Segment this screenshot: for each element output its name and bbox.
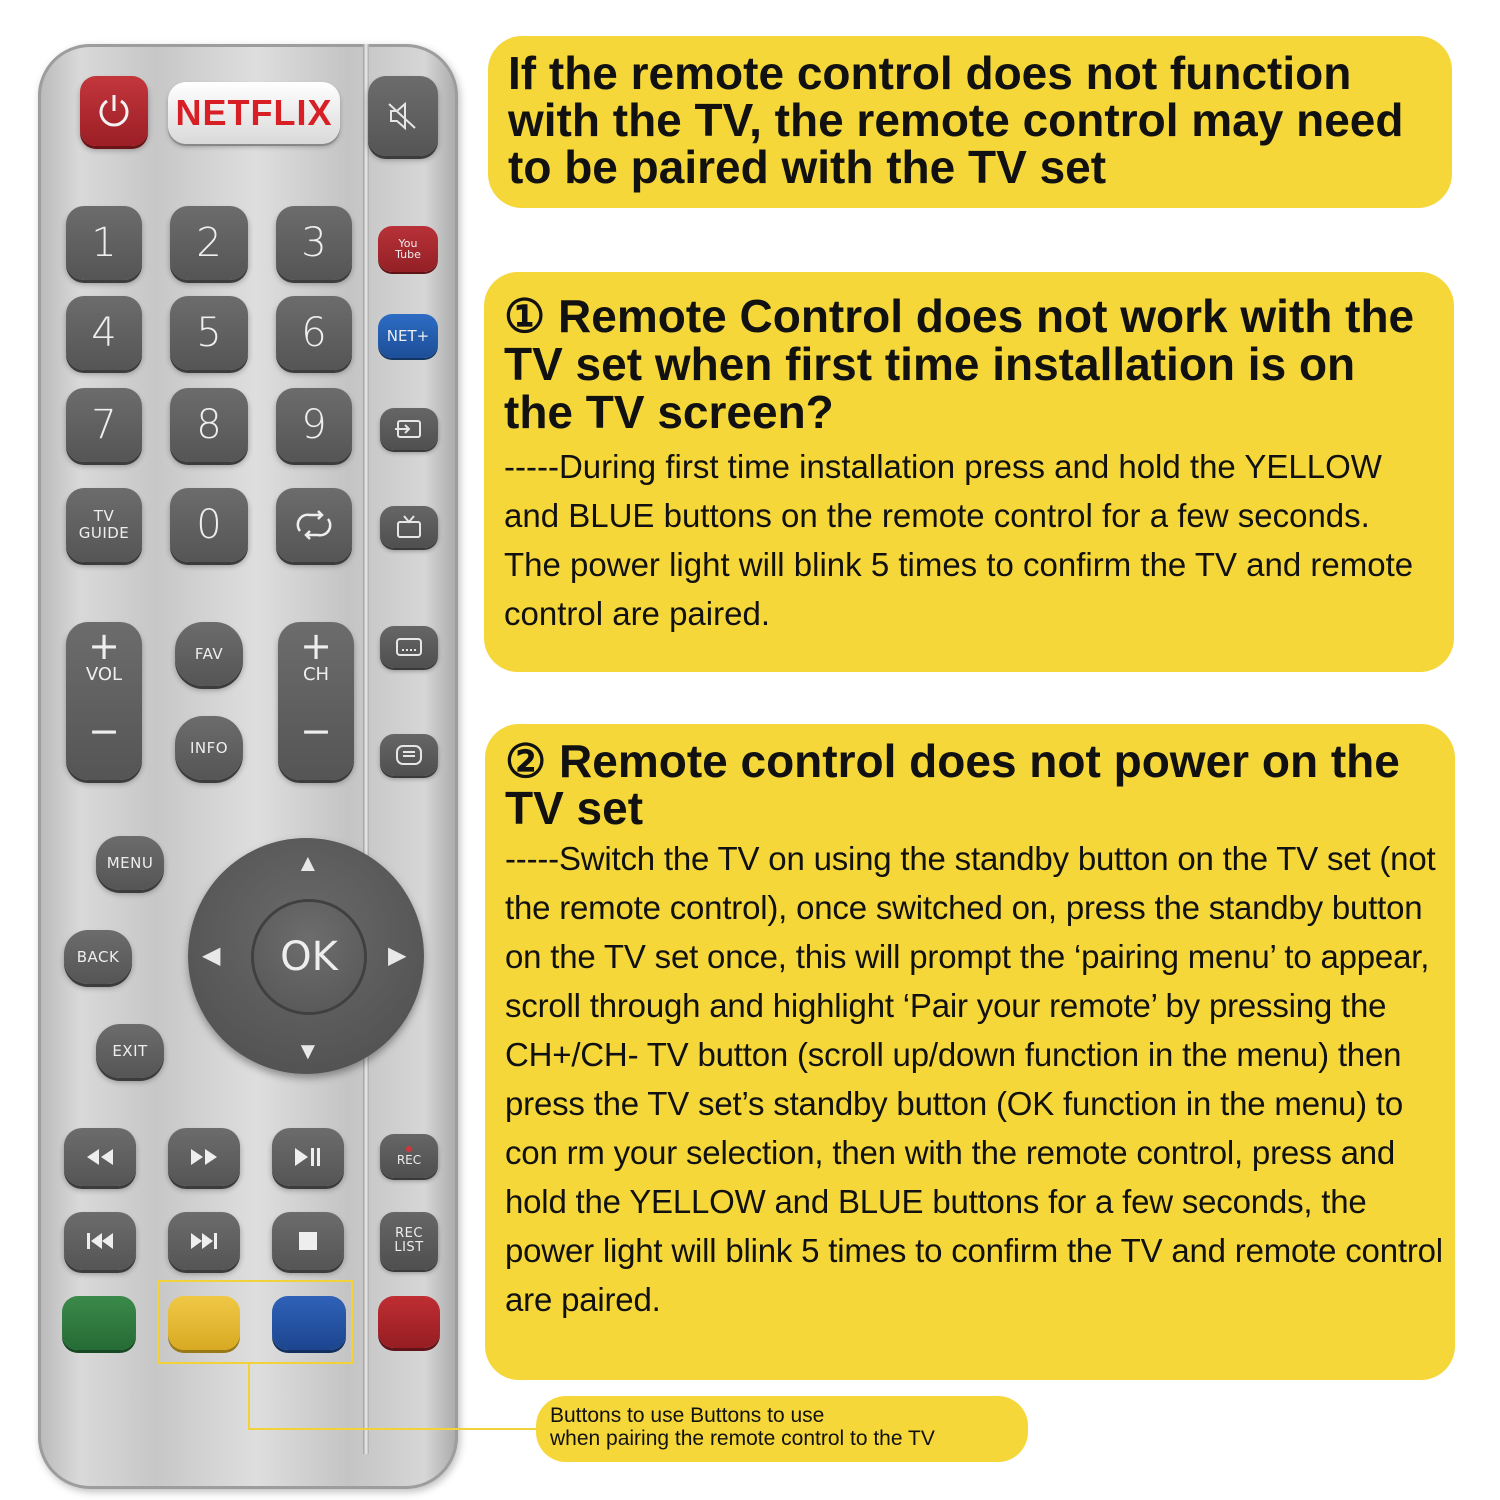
- channel-down-label: −: [300, 709, 332, 753]
- fast-forward-icon: [188, 1147, 220, 1167]
- record-label: REC: [396, 1153, 422, 1167]
- issue-2-heading: ② Remote control does not power on the TV set: [505, 735, 1400, 834]
- subtitle-button[interactable]: [380, 626, 438, 668]
- skip-back-icon: [84, 1231, 116, 1251]
- input-source-icon: [394, 418, 424, 440]
- next-button[interactable]: [168, 1212, 240, 1270]
- play-pause-button[interactable]: [272, 1128, 344, 1186]
- youtube-label-bottom: Tube: [395, 248, 421, 261]
- volume-up-label: +: [88, 624, 120, 668]
- skip-forward-icon: [188, 1231, 220, 1251]
- info-button[interactable]: INFO: [175, 716, 243, 780]
- mute-button[interactable]: [368, 76, 438, 156]
- callout-line-1: Buttons to use Buttons to use: [550, 1404, 825, 1427]
- record-button[interactable]: [380, 1134, 438, 1178]
- stop-icon: [297, 1230, 319, 1252]
- exit-button[interactable]: EXIT: [96, 1024, 164, 1078]
- net-plus-button[interactable]: NET+: [378, 314, 438, 358]
- callout-connector-horizontal: [248, 1428, 538, 1430]
- down-arrow-icon[interactable]: ▼: [296, 1038, 320, 1065]
- teletext-icon: [394, 743, 424, 767]
- green-button[interactable]: [62, 1296, 136, 1350]
- fav-button[interactable]: FAV: [175, 622, 243, 686]
- record-dot-icon: [406, 1146, 412, 1152]
- tv-guide-label-bottom: GUIDE: [78, 524, 130, 542]
- rewind-icon: [84, 1147, 116, 1167]
- ok-button[interactable]: OK: [254, 902, 364, 1012]
- pairing-buttons-highlight: [157, 1280, 353, 1364]
- channel-rocker[interactable]: [278, 622, 354, 780]
- volume-rocker[interactable]: [66, 622, 142, 780]
- number-7-button[interactable]: 7: [66, 388, 142, 462]
- issue-1-body: -----During first time installation press and hold the YELLOW and BLUE buttons on the remote control for a few seconds. The power light will blink 5 times to confirm the TV and remote control are paired.: [504, 448, 1414, 632]
- number-0-button[interactable]: 0: [170, 488, 248, 562]
- youtube-label: You: [398, 237, 418, 250]
- intro-heading: If the remote control does not function with the TV, the remote control may need to be paired with the TV set: [508, 47, 1404, 193]
- up-arrow-icon[interactable]: ▲: [296, 850, 320, 877]
- youtube-button[interactable]: [378, 226, 438, 272]
- callout-connector-vertical: [248, 1364, 250, 1430]
- left-arrow-icon[interactable]: ◀: [202, 942, 221, 969]
- rec-list-button[interactable]: [380, 1212, 438, 1270]
- number-9-button[interactable]: 9: [276, 388, 352, 462]
- channel-up-label: +: [300, 624, 332, 668]
- channel-label: CH: [302, 664, 330, 685]
- tv-guide-label-top: TV: [93, 507, 115, 525]
- fast-forward-button[interactable]: [168, 1128, 240, 1186]
- right-arrow-icon[interactable]: ▶: [388, 942, 407, 969]
- issue-1-panel: [484, 272, 1454, 672]
- tv-guide-button[interactable]: [66, 488, 142, 562]
- issue-2-panel: [485, 724, 1455, 1380]
- rec-list-label-top: REC: [395, 1226, 423, 1241]
- tv-icon: [395, 514, 423, 540]
- stop-button[interactable]: [272, 1212, 344, 1270]
- rewind-button[interactable]: [64, 1128, 136, 1186]
- number-1-button[interactable]: 1: [66, 206, 142, 280]
- volume-down-label: −: [88, 709, 120, 753]
- teletext-button[interactable]: [380, 734, 438, 776]
- power-icon: [94, 91, 134, 131]
- callout-line-2: when pairing the remote control to the TV: [550, 1427, 935, 1450]
- menu-button[interactable]: MENU: [96, 836, 164, 890]
- number-4-button[interactable]: 4: [66, 296, 142, 370]
- volume-label: VOL: [85, 664, 123, 685]
- source-button[interactable]: [380, 408, 438, 450]
- mute-icon: [385, 98, 421, 134]
- play-pause-icon: [292, 1146, 324, 1168]
- number-8-button[interactable]: 8: [170, 388, 248, 462]
- power-button[interactable]: [80, 76, 148, 146]
- issue-2-body: -----Switch the TV on using the standby button on the TV set (not the remote control), once switched on, press the standby button on the TV set once, this will prompt the ‘pairing menu’ to appear, scroll through and highlight ‘Pair your remote’ by pressing the CH+/CH- TV button (scroll up/down function in the menu) then press the TV set’s standby button (OK function in the menu) to con rm your selection, then with the remote control, press and hold the YELLOW and BLUE buttons for a few seconds, the power light will blink 5 times to confirm the TV and remote control are paired.: [505, 840, 1443, 1318]
- swap-button[interactable]: [276, 488, 352, 562]
- pairing-callout: [536, 1396, 1028, 1462]
- back-button[interactable]: BACK: [64, 930, 132, 984]
- previous-button[interactable]: [64, 1212, 136, 1270]
- tv-button[interactable]: [380, 506, 438, 548]
- swap-icon: [290, 509, 338, 541]
- number-6-button[interactable]: 6: [276, 296, 352, 370]
- number-3-button[interactable]: 3: [276, 206, 352, 280]
- remote-divider: [363, 44, 369, 1454]
- subtitle-icon: [394, 636, 424, 658]
- issue-1-heading: ① Remote Control does not work with the TV set when first time installation is on the TV screen?: [504, 290, 1415, 438]
- rec-list-label-bottom: LIST: [394, 1240, 424, 1255]
- netflix-button[interactable]: NETFLIX: [168, 82, 340, 144]
- number-5-button[interactable]: 5: [170, 296, 248, 370]
- intro-panel: [488, 36, 1452, 208]
- red-button[interactable]: [378, 1296, 440, 1348]
- number-2-button[interactable]: 2: [170, 206, 248, 280]
